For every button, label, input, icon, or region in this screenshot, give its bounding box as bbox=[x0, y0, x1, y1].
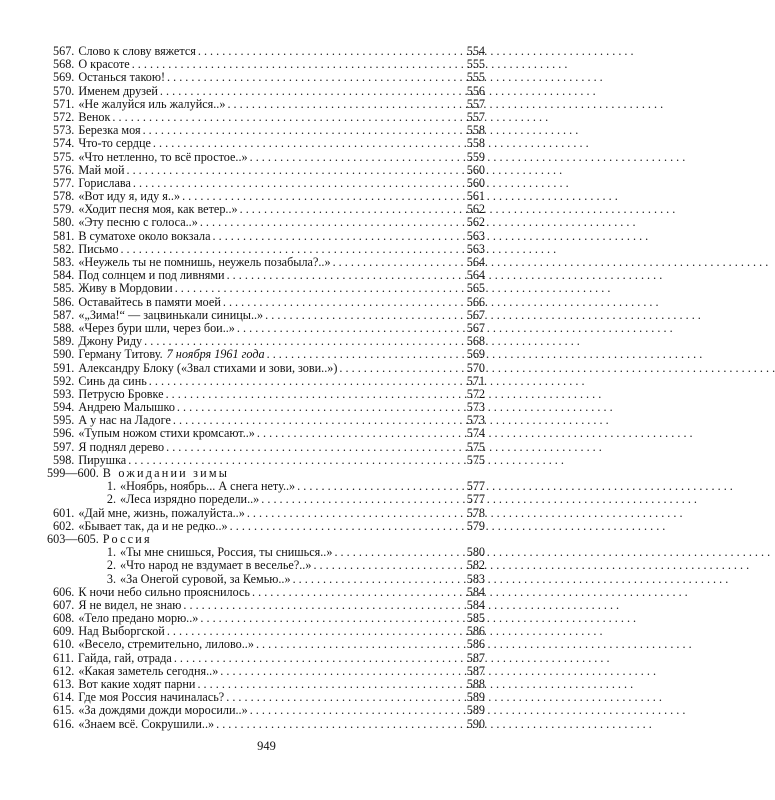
entry-number: 608. bbox=[53, 611, 75, 626]
entry-number: 614. bbox=[53, 690, 75, 705]
entry-number: 611. bbox=[53, 650, 74, 665]
entry-title: Что-то сердце bbox=[78, 136, 151, 151]
entry-title: «За дождями дожди моросили..» bbox=[78, 703, 248, 718]
entry-page: 561 bbox=[466, 189, 485, 204]
dot-leader bbox=[213, 230, 461, 243]
entry-page: 586 bbox=[466, 637, 485, 652]
entry-page: 555 bbox=[466, 70, 485, 85]
entry-title: Пирушка bbox=[78, 452, 127, 467]
toc-entry bbox=[53, 282, 485, 295]
entry-title: Синь да синь bbox=[78, 373, 147, 388]
entry-number: 594. bbox=[53, 400, 75, 415]
entry-page: 568 bbox=[466, 334, 485, 349]
toc-entry bbox=[53, 230, 485, 243]
dot-leader bbox=[313, 559, 461, 572]
entry-page: 560 bbox=[466, 175, 485, 190]
entry-page: 558 bbox=[466, 136, 485, 151]
entry-page: 584 bbox=[466, 584, 485, 599]
entry-page: 560 bbox=[466, 162, 485, 177]
entry-title: Под солнцем и под ливнями bbox=[78, 268, 225, 283]
entry-page: 573 bbox=[466, 400, 485, 415]
dot-leader bbox=[256, 638, 461, 651]
entry-title: Оставайтесь в памяти моей bbox=[78, 294, 221, 309]
entry-title: «Вот иду я, иду я..» bbox=[78, 189, 181, 204]
dot-leader bbox=[261, 493, 461, 506]
entry-number: 584. bbox=[53, 268, 75, 283]
dot-leader bbox=[247, 507, 461, 520]
entry-page: 572 bbox=[466, 386, 485, 401]
entry-page: 582 bbox=[466, 558, 485, 573]
entry-page: 574 bbox=[466, 426, 485, 441]
entry-title: Венок bbox=[78, 109, 111, 124]
entry-page: 571 bbox=[466, 373, 485, 388]
entry-title: «Не жалуйся иль жалуйся..» bbox=[78, 96, 226, 111]
entry-title: «Дай мне, жизнь, пожалуйста..» bbox=[78, 505, 245, 520]
entry-title: «„Зима!“ — зацвинькали синицы..» bbox=[78, 307, 264, 322]
entry-title: Где моя Россия начиналась? bbox=[78, 690, 225, 705]
dot-leader bbox=[339, 362, 461, 375]
entry-title: «Ты мне снишься, Россия, ты снишься..» bbox=[120, 545, 333, 560]
toc-entry bbox=[53, 151, 485, 164]
entry-page: 579 bbox=[466, 518, 485, 533]
entry-page: 567 bbox=[466, 307, 485, 322]
toc-entry bbox=[53, 71, 485, 84]
entry-title: Горислава bbox=[78, 175, 131, 190]
entry-page: 567 bbox=[466, 320, 485, 335]
entry-number: 1. bbox=[106, 479, 116, 494]
dot-leader bbox=[223, 296, 461, 309]
entry-number: 601. bbox=[53, 505, 75, 520]
toc-entry bbox=[53, 348, 485, 361]
entry-page: 585 bbox=[466, 611, 485, 626]
entry-number: 587. bbox=[53, 307, 75, 322]
entry-page: 587 bbox=[466, 650, 485, 665]
toc-entry bbox=[53, 375, 485, 388]
entry-page: 562 bbox=[466, 202, 485, 217]
toc-entry bbox=[53, 638, 485, 651]
entry-number: 599—600. bbox=[47, 466, 99, 480]
dot-leader bbox=[257, 427, 461, 440]
entry-title: Джону Риду bbox=[78, 334, 143, 349]
entry-title: «Леса изрядно поредели..» bbox=[120, 492, 260, 507]
entry-page: 580 bbox=[466, 545, 485, 560]
entry-number: 602. bbox=[53, 518, 75, 533]
entry-number: 597. bbox=[53, 439, 75, 454]
entry-title: «Что народ не вздумает в веселье?..» bbox=[120, 558, 312, 573]
entry-title: В суматохе около вокзала bbox=[78, 228, 211, 243]
entry-title: Слово к слову вяжется bbox=[78, 44, 196, 58]
entry-title: Останься такою! bbox=[78, 70, 166, 85]
entry-number: 590. bbox=[53, 347, 75, 362]
toc-entry bbox=[53, 164, 485, 177]
entry-number: 582. bbox=[53, 241, 75, 256]
entry-number: 615. bbox=[53, 703, 75, 718]
toc-entry bbox=[53, 507, 485, 520]
entry-number: 598. bbox=[53, 452, 75, 467]
entry-page: 575 bbox=[466, 439, 485, 454]
entry-number: 589. bbox=[53, 334, 75, 349]
entry-number: 568. bbox=[53, 57, 75, 72]
entry-number: 607. bbox=[53, 597, 75, 612]
entry-number: 583. bbox=[53, 255, 75, 269]
dot-leader bbox=[166, 441, 461, 454]
entry-page: 575 bbox=[466, 452, 485, 467]
entry-number: 571. bbox=[53, 96, 75, 111]
entry-page: 556 bbox=[466, 83, 485, 98]
dot-leader bbox=[230, 520, 461, 533]
entry-page: 566 bbox=[466, 294, 485, 309]
entry-title: Май мой bbox=[78, 162, 125, 177]
entry-page: 564 bbox=[466, 255, 485, 269]
entry-number: 576. bbox=[53, 162, 75, 177]
entry-page: 586 bbox=[466, 624, 485, 639]
entry-page: 558 bbox=[466, 123, 485, 138]
entry-page: 573 bbox=[466, 413, 485, 428]
entry-number: 593. bbox=[53, 386, 75, 401]
dot-leader bbox=[250, 704, 461, 717]
entry-number: 3. bbox=[106, 571, 116, 586]
entry-page: 589 bbox=[466, 703, 485, 718]
dot-leader bbox=[160, 85, 461, 98]
entry-page: 589 bbox=[466, 690, 485, 705]
entry-title: «Знаем всё. Сокрушили..» bbox=[78, 716, 215, 731]
entry-title: «Неужель ты не помнишь, неужель позабыла?..» bbox=[78, 255, 331, 269]
entry-number: 581. bbox=[53, 228, 75, 243]
entry-title: В ожидании зимы bbox=[102, 466, 230, 480]
toc-subentry bbox=[53, 493, 485, 506]
entry-title: «Ноябрь, ноябрь... А снега нету..» bbox=[120, 479, 296, 494]
entry-date: 7 ноября 1961 года bbox=[166, 347, 265, 362]
entry-page: 577 bbox=[466, 492, 485, 507]
toc-entry bbox=[53, 441, 485, 454]
entry-page: 564 bbox=[466, 268, 485, 283]
entry-title: О красоте bbox=[78, 57, 130, 72]
table-of-contents bbox=[47, 44, 485, 731]
entry-number: 591. bbox=[53, 360, 75, 375]
toc-entry bbox=[53, 652, 485, 665]
toc-entry bbox=[53, 427, 485, 440]
entry-title: «Бывает так, да и не редко..» bbox=[78, 518, 228, 533]
entry-title: «Какая заметель сегодня..» bbox=[78, 663, 219, 678]
entry-page: 559 bbox=[466, 149, 485, 164]
entry-title: Живу в Мордовии bbox=[78, 281, 173, 296]
toc-entry bbox=[53, 296, 485, 309]
entry-title: «Тупым ножом стихи кромсают..» bbox=[78, 426, 255, 441]
toc-entry bbox=[53, 309, 485, 322]
entry-title: К ночи небо сильно прояснилось bbox=[78, 584, 250, 599]
entry-title: Петрусю Бровке bbox=[78, 386, 164, 401]
entry-title: «Весело, стремительно, лилово..» bbox=[78, 637, 254, 652]
dot-leader bbox=[126, 164, 461, 177]
entry-number: 575. bbox=[53, 149, 75, 164]
entry-number: 569. bbox=[53, 70, 75, 85]
entry-title: Я поднял дерево bbox=[78, 439, 165, 454]
toc-entry bbox=[53, 362, 485, 375]
toc-entry bbox=[53, 718, 485, 731]
entry-title: Березка моя bbox=[78, 123, 141, 138]
toc-entry bbox=[53, 586, 485, 599]
toc-entry bbox=[53, 216, 485, 229]
dot-leader bbox=[267, 348, 461, 361]
dot-leader bbox=[252, 586, 461, 599]
entry-page: 565 bbox=[466, 281, 485, 296]
toc-subentry bbox=[53, 573, 485, 586]
entry-number: 2. bbox=[106, 492, 116, 507]
entry-number: 596. bbox=[53, 426, 75, 441]
entry-number: 579. bbox=[53, 202, 75, 217]
dot-leader bbox=[250, 151, 461, 164]
entry-page: 554 bbox=[466, 44, 485, 58]
entry-page: 578 bbox=[466, 505, 485, 520]
toc-entry bbox=[53, 520, 485, 533]
entry-number: 616. bbox=[53, 716, 75, 731]
entry-number: 573. bbox=[53, 123, 75, 138]
entry-page: 569 bbox=[466, 347, 485, 362]
dot-leader bbox=[227, 98, 461, 111]
entry-number: 592. bbox=[53, 373, 75, 388]
entry-number: 578. bbox=[53, 189, 75, 204]
entry-title: Герману Титову. bbox=[78, 347, 163, 362]
entry-title: «За Онегой суровой, за Кемью..» bbox=[120, 571, 291, 586]
entry-page: 584 bbox=[466, 597, 485, 612]
dot-leader bbox=[293, 573, 461, 586]
toc-entry bbox=[53, 98, 485, 111]
dot-leader bbox=[200, 216, 461, 229]
entry-number: 603—605. bbox=[47, 531, 99, 546]
entry-title: «Ходит песня моя, как ветер..» bbox=[78, 202, 238, 217]
entry-title: «Тело предано морю..» bbox=[78, 611, 199, 626]
entry-title: «Эту песню с голоса..» bbox=[78, 215, 198, 230]
entry-page: 583 bbox=[466, 571, 485, 586]
entry-title: А у нас на Ладоге bbox=[78, 413, 171, 428]
entry-number: 572. bbox=[53, 109, 75, 124]
toc-entry bbox=[53, 704, 485, 717]
entry-number: 609. bbox=[53, 624, 75, 639]
dot-leader bbox=[265, 309, 461, 322]
entry-page: 577 bbox=[466, 479, 485, 494]
entry-page: 562 bbox=[466, 215, 485, 230]
entry-number: 612. bbox=[53, 663, 75, 678]
dot-leader bbox=[174, 652, 461, 665]
entry-title: Я не видел, не знаю bbox=[78, 597, 182, 612]
dot-leader bbox=[167, 71, 461, 84]
entry-title: Вот какие ходят парни bbox=[78, 677, 196, 691]
dot-leader bbox=[216, 718, 461, 731]
toc-entry bbox=[53, 85, 485, 98]
entry-title: Андрею Малышко bbox=[78, 400, 175, 415]
entry-title: «Что нетленно, то всё простое..» bbox=[78, 149, 248, 164]
entry-title: Над Выборгской bbox=[78, 624, 165, 639]
entry-number: 2. bbox=[106, 558, 116, 573]
entry-page: 557 bbox=[466, 109, 485, 124]
toc-entry bbox=[53, 137, 485, 150]
entry-number: 588. bbox=[53, 320, 75, 335]
entry-title: Россия bbox=[102, 531, 152, 546]
entry-page: 588 bbox=[466, 677, 485, 691]
toc-subentry bbox=[53, 559, 485, 572]
entry-title: Именем друзей bbox=[78, 83, 158, 98]
entry-page: 590 bbox=[466, 716, 485, 731]
dot-leader bbox=[175, 282, 461, 295]
dot-leader bbox=[149, 375, 461, 388]
entry-number: 613. bbox=[53, 677, 75, 691]
entry-number: 574. bbox=[53, 136, 75, 151]
entry-number: 585. bbox=[53, 281, 75, 296]
entry-page: 555 bbox=[466, 57, 485, 72]
entry-number: 610. bbox=[53, 637, 75, 652]
entry-number: 595. bbox=[53, 413, 75, 428]
entry-number: 1. bbox=[106, 545, 116, 560]
dot-leader bbox=[153, 137, 461, 150]
entry-title: Гайда, гай, отрада bbox=[77, 650, 172, 665]
entry-page: 563 bbox=[466, 241, 485, 256]
entry-number: 567. bbox=[53, 44, 75, 58]
entry-page: 570 bbox=[466, 360, 485, 375]
entry-title: Александру Блоку («Звал стихами и зови, зови..») bbox=[78, 360, 338, 375]
entry-number: 586. bbox=[53, 294, 75, 309]
entry-number: 570. bbox=[53, 83, 75, 98]
entry-number: 577. bbox=[53, 175, 75, 190]
page-number: 949 bbox=[257, 739, 276, 753]
entry-page: 557 bbox=[466, 96, 485, 111]
entry-title: «Через бури шли, через бои..» bbox=[78, 320, 235, 335]
entry-page: 587 bbox=[466, 663, 485, 678]
entry-page: 563 bbox=[466, 228, 485, 243]
entry-number: 606. bbox=[53, 584, 75, 599]
entry-title: Письмо bbox=[78, 241, 119, 256]
entry-number: 580. bbox=[53, 215, 75, 230]
